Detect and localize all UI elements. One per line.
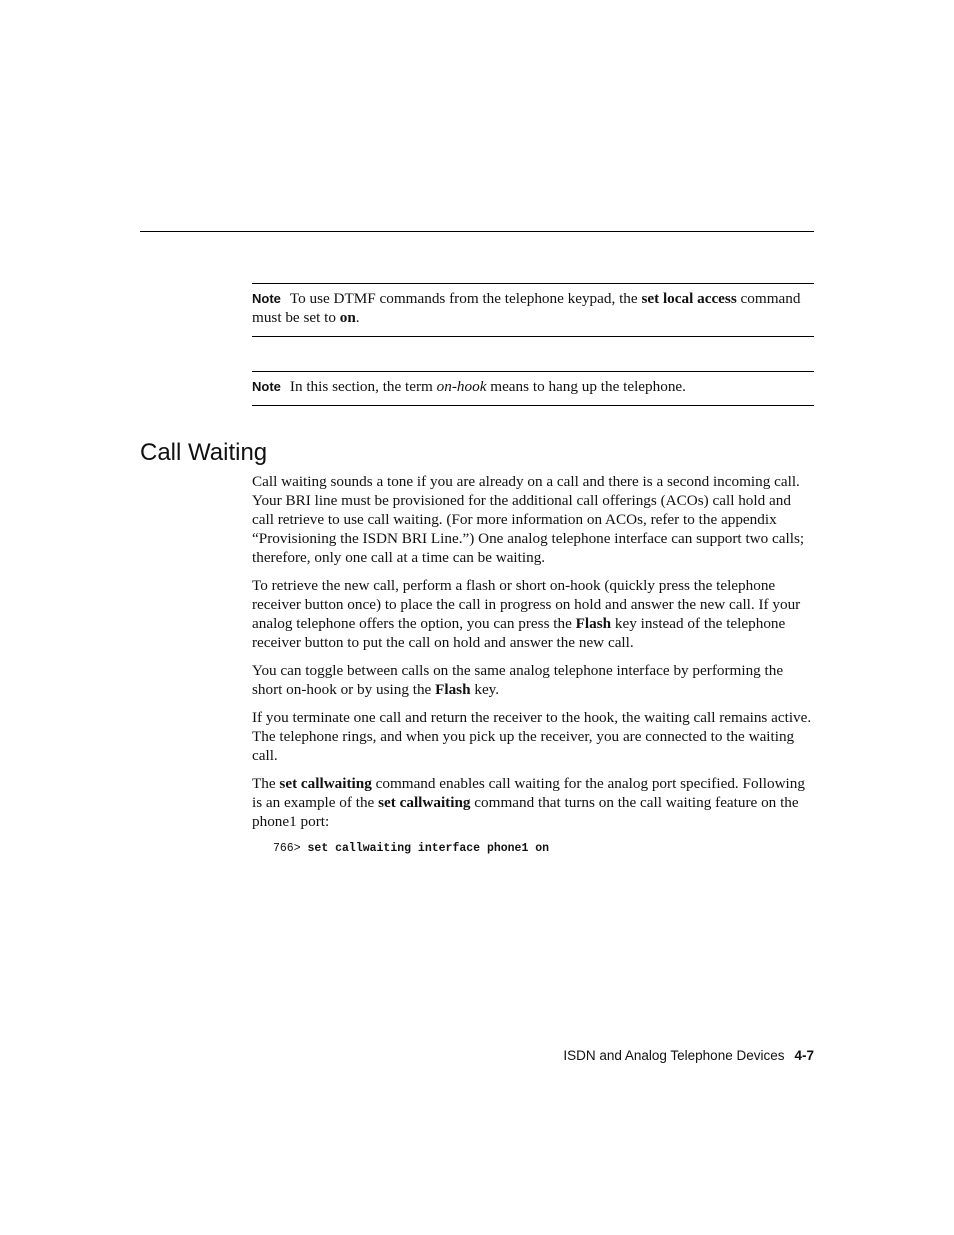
paragraph-text: To retrieve the new call, perform a flash or short on-hook (quickly press the telephone receiver button once) to place the call in progress on hold and answer the new call. If your analog telephone offers the option, you can press the [252, 577, 801, 632]
note-label: Note [252, 379, 281, 394]
note-label: Note [252, 291, 281, 306]
note-dtmf [252, 283, 814, 337]
paragraph-text: You can toggle between calls on the same analog telephone interface by performing the short on-hook or by using the [252, 662, 784, 698]
note-value: on [339, 309, 356, 326]
paragraph [252, 774, 814, 831]
paragraph: If you terminate one call and return the receiver to the hook, the waiting call remains active. The telephone rings, and when you pick up the receiver, you are connected to the waiting call. [252, 709, 812, 764]
page-footer [563, 1046, 814, 1066]
command-name: set callwaiting [279, 775, 372, 792]
paragraph-text: The [252, 775, 280, 792]
paragraph: Call waiting sounds a tone if you are already on a call and there is a second incoming call. Your BRI line must be provisioned for the additional call offerings (ACOs) call hold and call retrieve to use call waiting. (For more information on ACOs, refer to the appendix “Provisioning the ISDN BRI Line.”) One analog telephone interface can support two calls; therefore, only one call at a time can be waiting. [252, 473, 805, 566]
header-rule [140, 231, 814, 232]
note-text: . [355, 309, 360, 326]
key-name: Flash [435, 681, 471, 698]
note-command: set local access [641, 290, 737, 307]
note-on-hook [252, 371, 814, 406]
note-text: In this section, the term [289, 378, 437, 395]
key-name: Flash [575, 615, 612, 632]
footer-title: ISDN and Analog Telephone Devices [563, 1048, 785, 1063]
paragraph-text: command enables call waiting for the analog port specified. Following is an example of the [252, 775, 805, 811]
code-example [273, 841, 814, 857]
note-text: command must be set to [252, 290, 801, 326]
paragraph-text: key. [470, 681, 500, 698]
code-command: set callwaiting interface phone1 on [307, 842, 550, 855]
command-name: set callwaiting [378, 794, 471, 811]
paragraph-text: key instead of the telephone receiver button to put the call on hold and answer the new call. [252, 615, 786, 651]
page-number: 4-7 [794, 1048, 814, 1063]
paragraph [252, 576, 814, 652]
code-prompt: 766> [273, 842, 308, 855]
section-title: Call Waiting [140, 439, 268, 466]
note-text: means to hang up the telephone. [486, 378, 686, 395]
paragraph [252, 661, 814, 699]
section-body [252, 472, 814, 857]
paragraph-text: command that turns on the call waiting feature on the phone1 port: [252, 794, 799, 830]
note-text: To use DTMF commands from the telephone keypad, the [289, 290, 642, 307]
note-term: on-hook [436, 378, 487, 395]
